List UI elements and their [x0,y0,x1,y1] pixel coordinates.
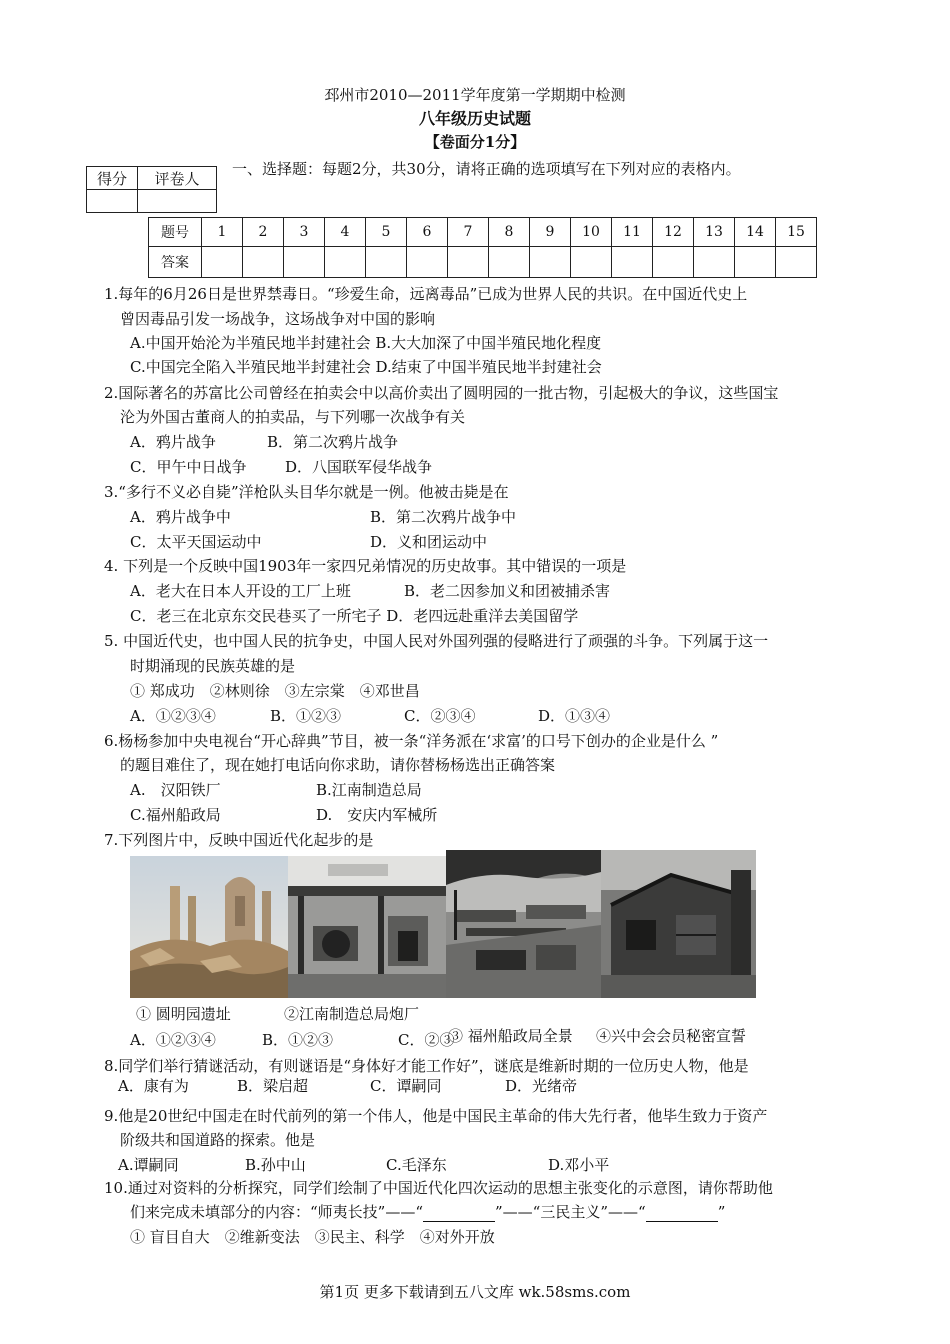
q7-stem: 7.下列图片中，反映中国近代化起步的是 [104,831,374,849]
q4-option-a: A．老大在日本人开设的工厂上班 [130,582,351,600]
answer-cell[interactable] [735,247,776,278]
q9-option-a: A.谭嗣同 [118,1156,179,1174]
question-number-cell: 14 [735,218,776,247]
page-title: 八年级历史试题 [418,109,531,128]
q7-option-a: A．①②③④ [130,1031,216,1049]
q3-option-d: D．义和团运动中 [370,533,488,551]
q7-option-c: C．②③ [398,1031,455,1049]
page-footer: 第1页 更多下载请到五八文库 wk.58sms.com [319,1283,631,1301]
answer-cell[interactable] [653,247,694,278]
q5-option-c: C．②③④ [404,707,476,725]
q2-option-c: C．甲午中日战争 [130,458,247,476]
answer-cell[interactable] [407,247,448,278]
q10-text-1: 们来完成未填部分的内容：“师夷长技”——“ [130,1203,424,1221]
question-number-cell: 9 [530,218,571,247]
question-number-cell: 4 [325,218,366,247]
q10-text-3: ” [717,1203,726,1221]
question-number-cell: 7 [448,218,489,247]
answer-cell[interactable] [243,247,284,278]
question-number-cell: 13 [694,218,735,247]
q3-stem: 3.“多行不义必自毙”洋枪队头目华尔就是一例。他被击毙是在 [104,483,509,501]
q2-stem-cont: 沦为外国古董商人的拍卖品，与下列哪一次战争有关 [120,408,466,426]
q6-option-d: D. 安庆内军械所 [316,806,438,824]
answer-label: 答案 [149,247,202,278]
answer-cell[interactable] [612,247,653,278]
q9-option-d: D.邓小平 [548,1156,610,1174]
q8-option-d: D．光绪帝 [505,1077,578,1095]
q9-option-c: C.毛泽东 [386,1156,447,1174]
q4-options-cd: C．老三在北京东交民巷买了一所宅子 D．老四远赴重洋去美国留学 [130,607,579,625]
q5-option-a: A．①②③④ [130,707,216,725]
q9-option-b: B.孙中山 [245,1156,306,1174]
q2-option-b: B．第二次鸦片战争 [267,433,399,451]
jiangnan-arsenal-photo [288,856,446,998]
q1-options-ab: A.中国开始沦为半殖民地半封建社会 B.大大加深了中国半殖民地化程度 [130,334,602,352]
q5-choices: ① 郑成功 ②林则徐 ③左宗棠 ④邓世昌 [130,682,420,700]
answer-cell[interactable] [366,247,407,278]
fuzhou-shipyard-photo [446,850,601,998]
question-number-cell: 8 [489,218,530,247]
section-heading: 一、选择题：每题2分，共30分，请将正确的选项填写在下列对应的表格内。 [232,160,741,178]
exam-header: 邳州市2010—2011学年度第一学期期中检测 [324,86,626,104]
q1-stem: 1.每年的6月26日是世界禁毒日。“珍爱生命，远离毒品”已成为世界人民的共识。在中国近代史上 [104,285,748,303]
q5-option-b: B．①②③ [270,707,342,725]
q5-option-d: D．①③④ [538,707,611,725]
q5-stem: 5. 中国近代史，也中国人民的抗争史，中国人民对外国列强的侵略进行了顽强的斗争。下列属于这一 [104,632,769,650]
q1-options-cd: C.中国完全陷入半殖民地半封建社会 D.结束了中国半殖民地半封建社会 [130,358,602,376]
grader-label: 评卷人 [138,167,217,190]
q8-stem: 8.同学们举行猜谜活动，有则谜语是“身体好才能工作好”，谜底是维新时期的一位历史人物，他是 [104,1057,749,1075]
q10-blank-2[interactable] [646,1207,718,1222]
question-number-cell: 1 [202,218,243,247]
q1-stem-cont: 曾因毒品引发一场战争，这场战争对中国的影响 [120,310,436,328]
q2-option-a: A．鸦片战争 [130,433,216,451]
q3-option-b: B．第二次鸦片战争中 [370,508,517,526]
question-number-cell: 12 [653,218,694,247]
grader-cell[interactable] [138,190,217,213]
score-label: 得分 [87,167,138,190]
q7-caption-3: ③ 福州船政局全景 [448,1027,573,1045]
q8-option-c: C．谭嗣同 [370,1077,442,1095]
answer-cell[interactable] [284,247,325,278]
q3-option-a: A．鸦片战争中 [130,508,231,526]
q6-option-b: B.江南制造总局 [316,781,422,799]
q6-stem: 6.杨杨参加中央电视台“开心辞典”节目，被一条“洋务派在‘求富’的口号下创办的企业是什么 ” [104,732,719,750]
q10-text-2: ”——“三民主义”——“ [495,1203,646,1221]
q8-option-b: B．梁启超 [237,1077,309,1095]
answer-cell[interactable] [448,247,489,278]
answer-cell[interactable] [694,247,735,278]
q8-option-a: A．康有为 [118,1077,189,1095]
question-number-cell: 2 [243,218,284,247]
q2-stem: 2.国际著名的苏富比公司曾经在拍卖会中以高价卖出了圆明园的一批古物，引起极大的争议，这些国宝 [104,384,779,402]
question-number-cell: 15 [776,218,817,247]
q9-stem: 9.他是20世纪中国走在时代前列的第一个伟人，他是中国民主革命的伟大先行者，他毕生致力于资产 [104,1107,768,1125]
q6-option-a: A. 汉阳铁厂 [130,781,221,799]
q7-caption-2: ②江南制造总局炮厂 [284,1005,420,1023]
q7-caption-1: ① 圆明园遗址 [136,1005,231,1023]
answer-cell[interactable] [202,247,243,278]
question-number-cell: 11 [612,218,653,247]
q10-fill-line [130,1202,725,1222]
q10-blank-1[interactable] [423,1207,495,1222]
question-number-cell: 6 [407,218,448,247]
q10-stem: 10.通过对资料的分析探究，同学们绘制了中国近代化四次运动的思想主张变化的示意图，请你帮助他 [104,1179,773,1197]
q9-stem-cont: 阶级共和国道路的探索。他是 [120,1131,316,1149]
q7-caption-4: ④兴中会会员秘密宣誓 [596,1027,747,1045]
answer-cell[interactable] [489,247,530,278]
question-number-cell: 10 [571,218,612,247]
question-number-cell: 3 [284,218,325,247]
q7-option-b: B．①②③ [262,1031,334,1049]
answer-cell[interactable] [325,247,366,278]
answer-cell[interactable] [776,247,817,278]
q3-option-c: C．太平天国运动中 [130,533,262,551]
score-cell[interactable] [87,190,138,213]
answer-table [148,217,817,278]
q6-option-c: C.福州船政局 [130,806,221,824]
q4-option-b: B．老二因参加义和团被捕杀害 [404,582,611,600]
q6-stem-cont: 的题目难住了，现在她打电话向你求助，请你替杨杨选出正确答案 [120,756,556,774]
score-box [86,166,217,213]
q4-stem: 4. 下列是一个反映中国1903年一家四兄弟情况的历史故事。其中错误的一项是 [104,557,627,575]
yuanmingyuan-ruins-photo [130,856,288,998]
question-number-label: 题号 [149,218,202,247]
score-note: 【卷面分1分】 [424,133,526,151]
answer-cell[interactable] [530,247,571,278]
q5-stem-cont: 时期涌现的民族英雄的是 [130,657,296,675]
xingzhonghui-oath-photo [601,850,756,998]
question-number-cell: 5 [366,218,407,247]
q2-option-d: D．八国联军侵华战争 [285,458,433,476]
answer-cell[interactable] [571,247,612,278]
q10-choices: ① 盲目自大 ②维新变法 ③民主、科学 ④对外开放 [130,1228,495,1246]
